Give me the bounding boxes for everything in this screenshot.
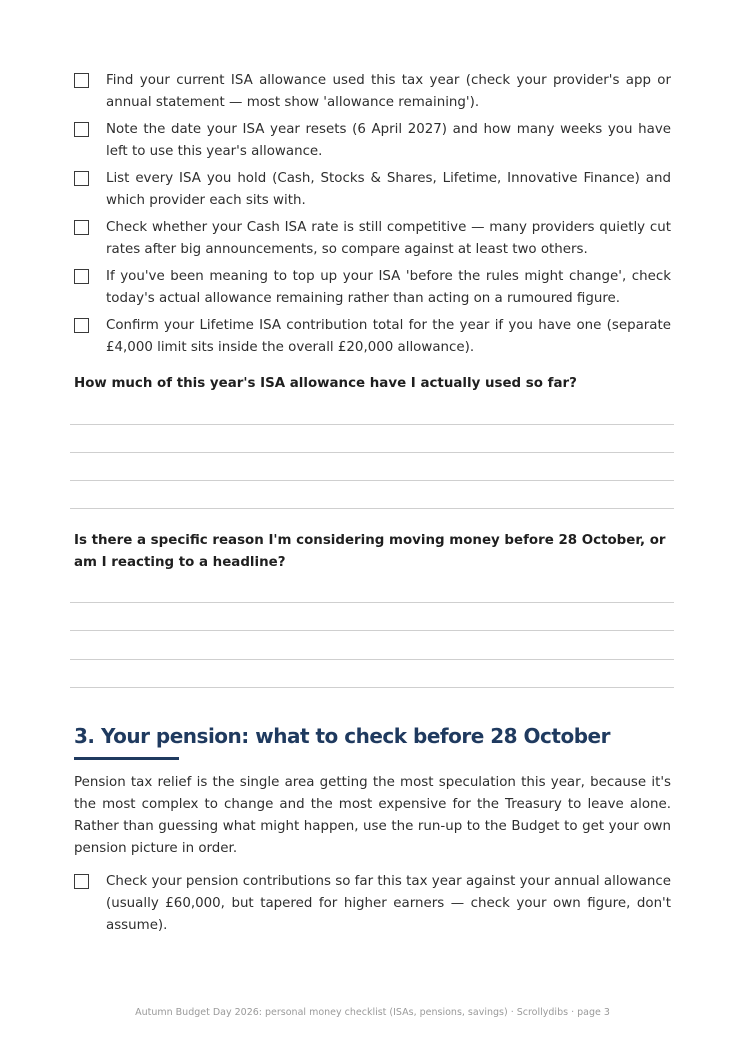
answer-line[interactable]	[70, 602, 674, 603]
reflection-question: How much of this year's ISA allowance have I actually used so far?	[74, 376, 577, 391]
checkbox[interactable]	[74, 220, 89, 235]
checklist-item-text: Check whether your Cash ISA rate is still competitive — many providers quietly cut rates after big announcements, so compare against at least two others.	[106, 220, 671, 257]
checklist-item-text: Note the date your ISA year resets (6 April 2027) and how many weeks you have left to use this year's allowance.	[106, 122, 671, 159]
checkbox[interactable]	[74, 171, 89, 186]
checkbox[interactable]	[74, 73, 89, 88]
answer-line[interactable]	[70, 659, 674, 660]
checkbox[interactable]	[74, 318, 89, 333]
heading-underline	[74, 757, 179, 760]
isa-checklist	[74, 70, 671, 364]
section-intro: Pension tax relief is the single area getting the most speculation this year, because it's the most complex to change and the most expensive for the Treasury to leave alone. Rather than guessing what might happen, use the run-up to the Budget to get your own pension picture in order.	[74, 775, 671, 856]
answer-line[interactable]	[70, 687, 674, 688]
answer-line[interactable]	[70, 630, 674, 631]
answer-line[interactable]	[70, 480, 674, 481]
reflection-question: Is there a specific reason I'm considering moving money before 28 October, or am I reacting to a headline?	[74, 533, 666, 570]
checkbox[interactable]	[74, 269, 89, 284]
checklist-item	[74, 871, 671, 937]
checklist-item-text: If you've been meaning to top up your ISA 'before the rules might change', check today's actual allowance remaining rather than acting on a rumoured figure.	[106, 269, 671, 306]
checklist-item-text: Confirm your Lifetime ISA contribution total for the year if you have one (separate £4,000 limit sits inside the overall £20,000 allowance).	[106, 318, 671, 355]
checklist-item	[74, 70, 671, 114]
checklist-item	[74, 119, 671, 163]
checklist-item-text: Check your pension contributions so far this tax year against your annual allowance (usually £60,000, but tapered for higher earners — check your own figure, don't assume).	[106, 874, 671, 933]
checklist-item	[74, 266, 671, 310]
checkbox[interactable]	[74, 122, 89, 137]
section-heading: 3. Your pension: what to check before 28 October	[74, 724, 610, 748]
checkbox[interactable]	[74, 874, 89, 889]
checklist-item-text: List every ISA you hold (Cash, Stocks & Shares, Lifetime, Innovative Finance) and which provider each sits with.	[106, 171, 671, 208]
answer-line[interactable]	[70, 508, 674, 509]
checklist-item	[74, 217, 671, 261]
answer-line[interactable]	[70, 424, 674, 425]
checklist-item	[74, 315, 671, 359]
checklist-item	[74, 168, 671, 212]
page-footer: Autumn Budget Day 2026: personal money checklist (ISAs, pensions, savings) · Scrollydibs · page 3	[135, 1007, 610, 1018]
answer-line[interactable]	[70, 452, 674, 453]
pension-checklist	[74, 871, 671, 942]
checklist-item-text: Find your current ISA allowance used this tax year (check your provider's app or annual statement — most show 'allowance remaining').	[106, 73, 671, 110]
